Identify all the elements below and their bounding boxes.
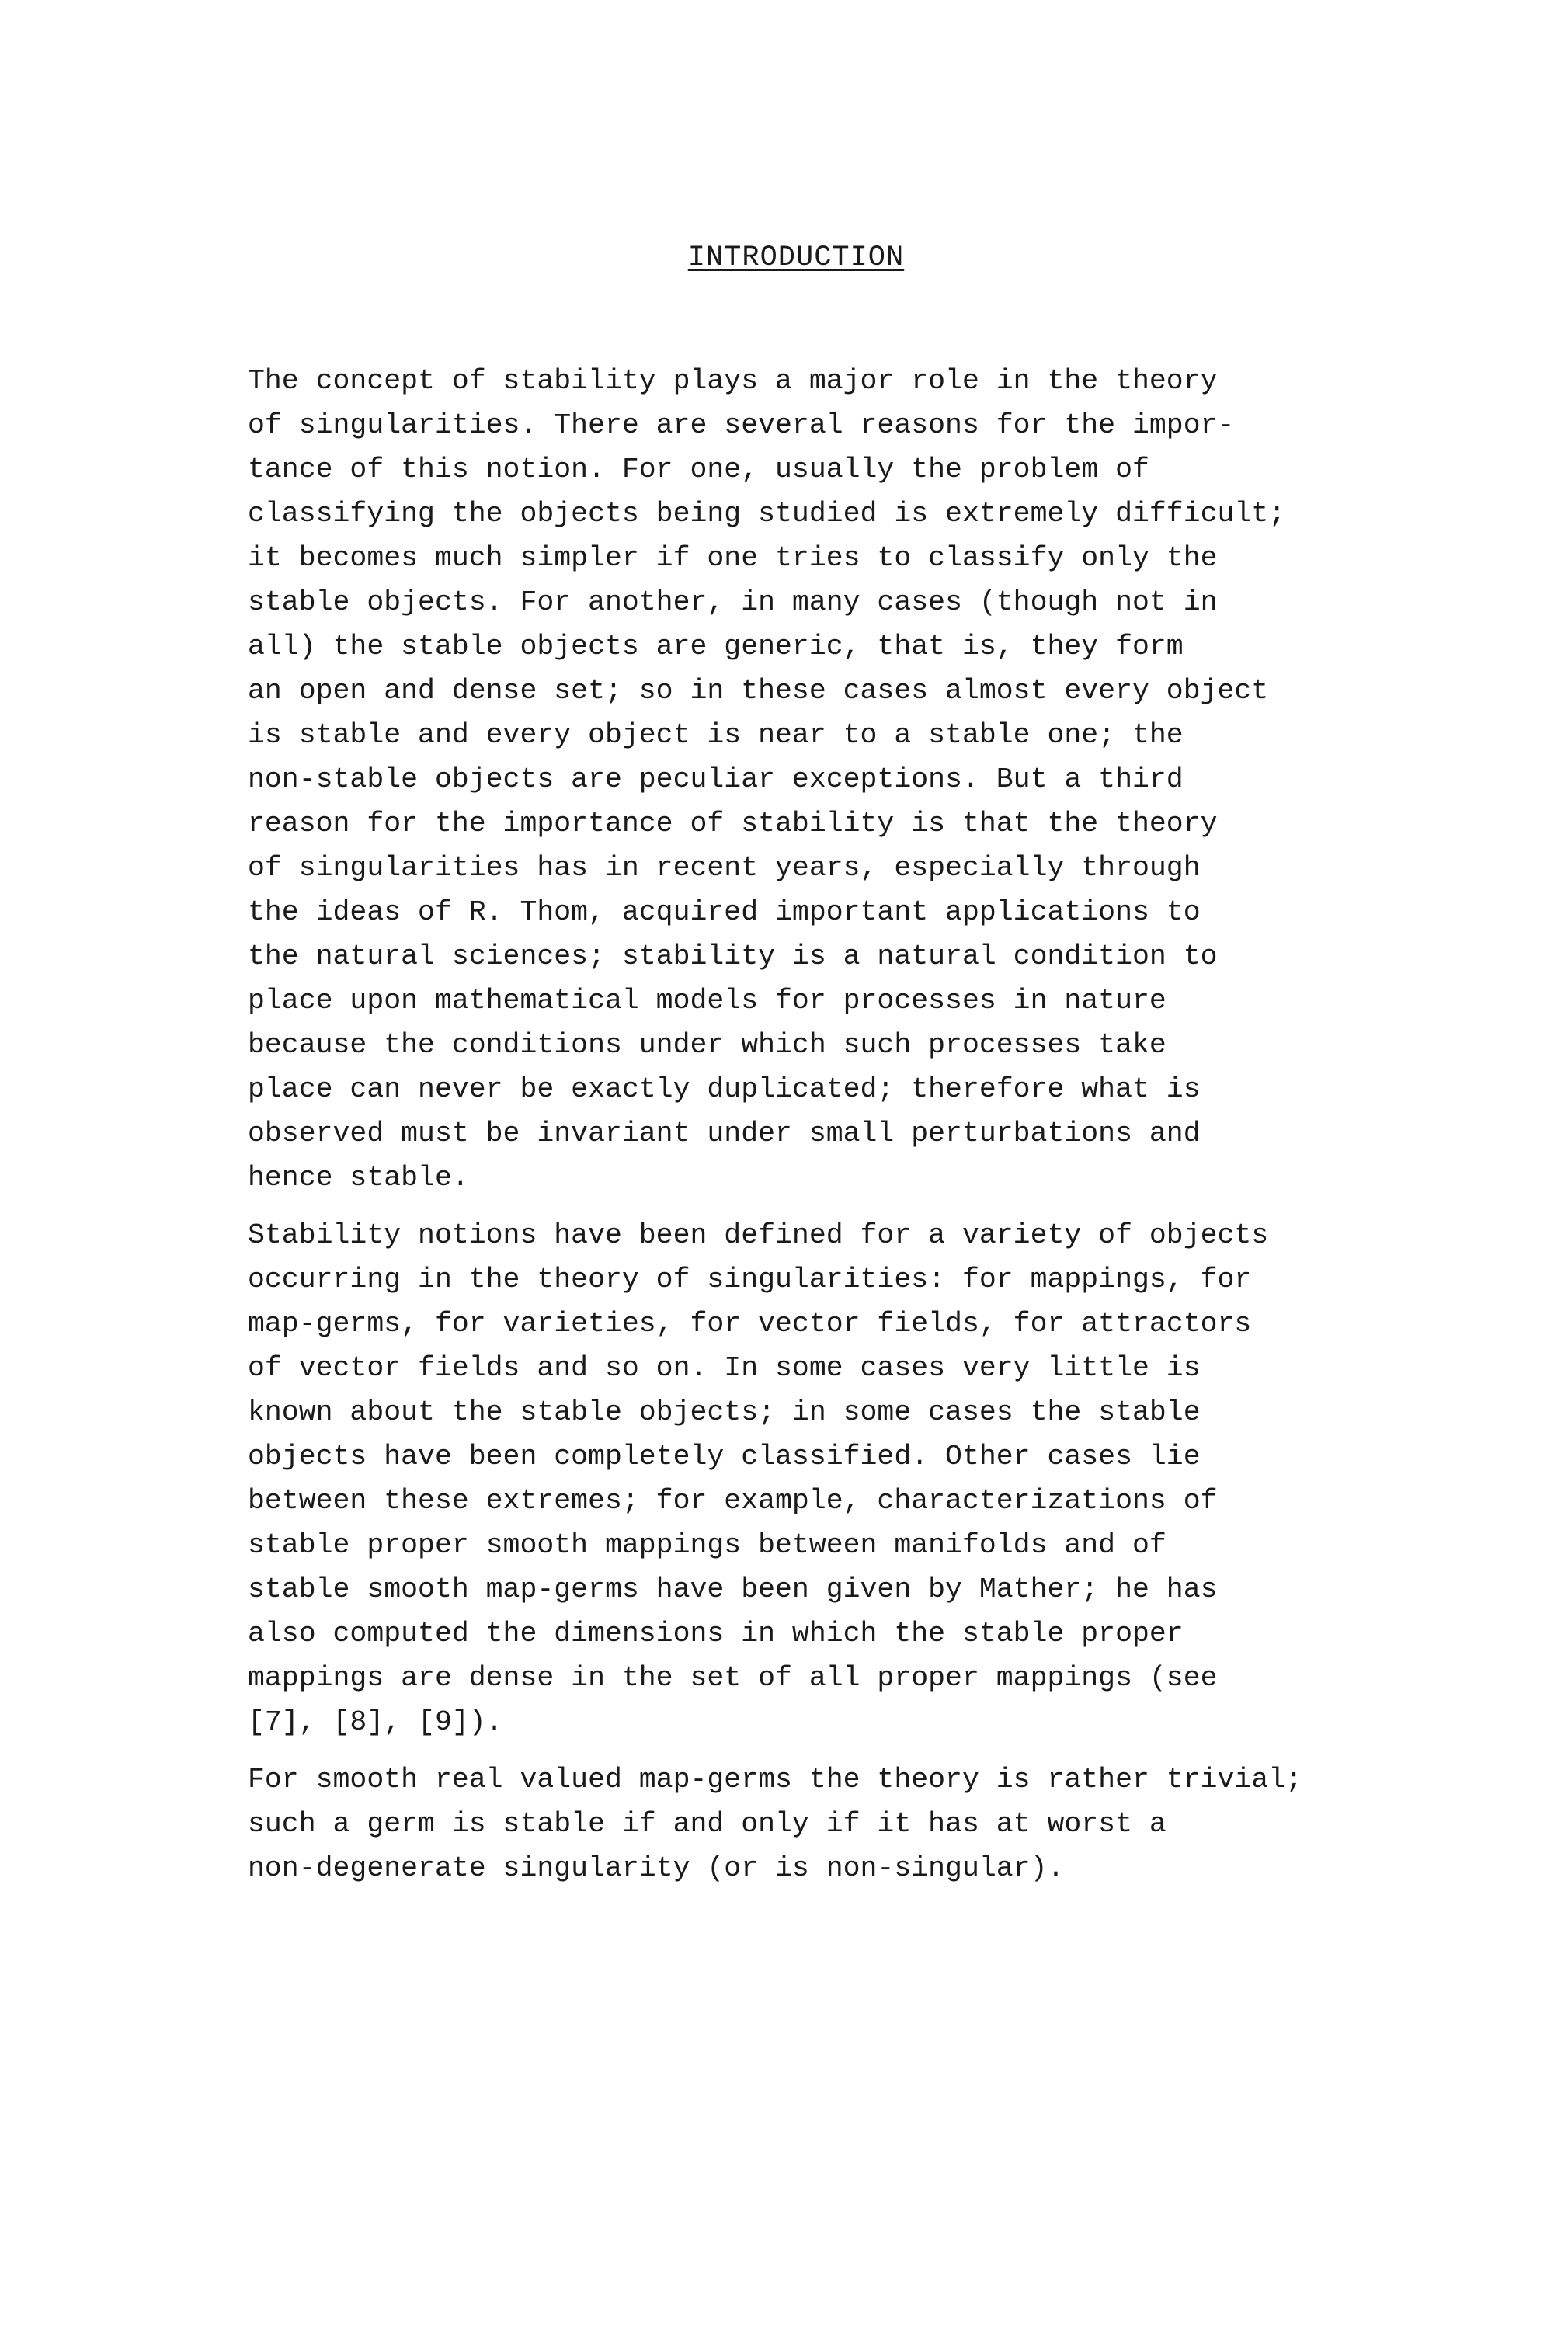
paragraph-1 (248, 359, 1374, 1200)
document-body (248, 359, 1374, 1890)
text-line: place upon mathematical models for processes in nature (248, 985, 1166, 1017)
text-line: reason for the importance of stability is that the theory (248, 808, 1218, 840)
paragraph-2 (248, 1213, 1374, 1744)
text-line: between these extremes; for example, characterizations of (248, 1485, 1218, 1517)
text-line: mappings are dense in the set of all proper mappings (see (248, 1662, 1218, 1694)
text-line: stable proper smooth mappings between manifolds and of (248, 1529, 1166, 1561)
text-line: of singularities has in recent years, especially through (248, 852, 1201, 884)
text-line: also computed the dimensions in which the stable proper (248, 1618, 1184, 1650)
text-line: of vector fields and so on. In some cases very little is (248, 1352, 1201, 1384)
text-line: place can never be exactly duplicated; therefore what is (248, 1073, 1201, 1105)
text-line: it becomes much simpler if one tries to classify only the (248, 542, 1218, 574)
page-title: INTRODUCTION (687, 242, 905, 274)
text-line: stable smooth map-germs have been given by Mather; he has (248, 1573, 1218, 1605)
text-line: known about the stable objects; in some cases the stable (248, 1396, 1201, 1428)
text-line: non-degenerate singularity (or is non-singular). (248, 1852, 1065, 1884)
text-line: For smooth real valued map-germs the theory is rather trivial; (248, 1764, 1303, 1796)
text-line: Stability notions have been defined for a variety of objects (248, 1219, 1269, 1251)
text-line: The concept of stability plays a major role in the theory (248, 365, 1218, 397)
text-line: the ideas of R. Thom, acquired important applications to (248, 896, 1201, 928)
text-line: because the conditions under which such processes take (248, 1029, 1166, 1061)
text-line: of singularities. There are several reasons for the impor- (248, 409, 1235, 441)
text-line: hence stable. (248, 1162, 469, 1194)
paragraph-gap (248, 1744, 1374, 1758)
text-line: such a germ is stable if and only if it has at worst a (248, 1808, 1166, 1840)
text-line: classifying the objects being studied is extremely difficult; (248, 498, 1286, 530)
paragraph-gap (248, 1200, 1374, 1213)
text-line: non-stable objects are peculiar exceptions. But a third (248, 763, 1184, 795)
text-line: occurring in the theory of singularities: for mappings, for (248, 1264, 1252, 1295)
text-line: tance of this notion. For one, usually the problem of (248, 454, 1149, 485)
text-line: stable objects. For another, in many cases (though not in (248, 586, 1218, 618)
text-line: an open and dense set; so in these cases almost every object (248, 675, 1269, 707)
text-line: the natural sciences; stability is a natural condition to (248, 941, 1218, 972)
text-line: [7], [8], [9]). (248, 1706, 503, 1738)
text-line: is stable and every object is near to a stable one; the (248, 719, 1184, 751)
paragraph-3 (248, 1758, 1374, 1890)
text-line: observed must be invariant under small perturbations and (248, 1118, 1201, 1149)
text-line: map-germs, for varieties, for vector fields, for attractors (248, 1308, 1252, 1340)
text-line: all) the stable objects are generic, that is, they form (248, 631, 1184, 662)
text-line: objects have been completely classified. Other cases lie (248, 1441, 1201, 1472)
